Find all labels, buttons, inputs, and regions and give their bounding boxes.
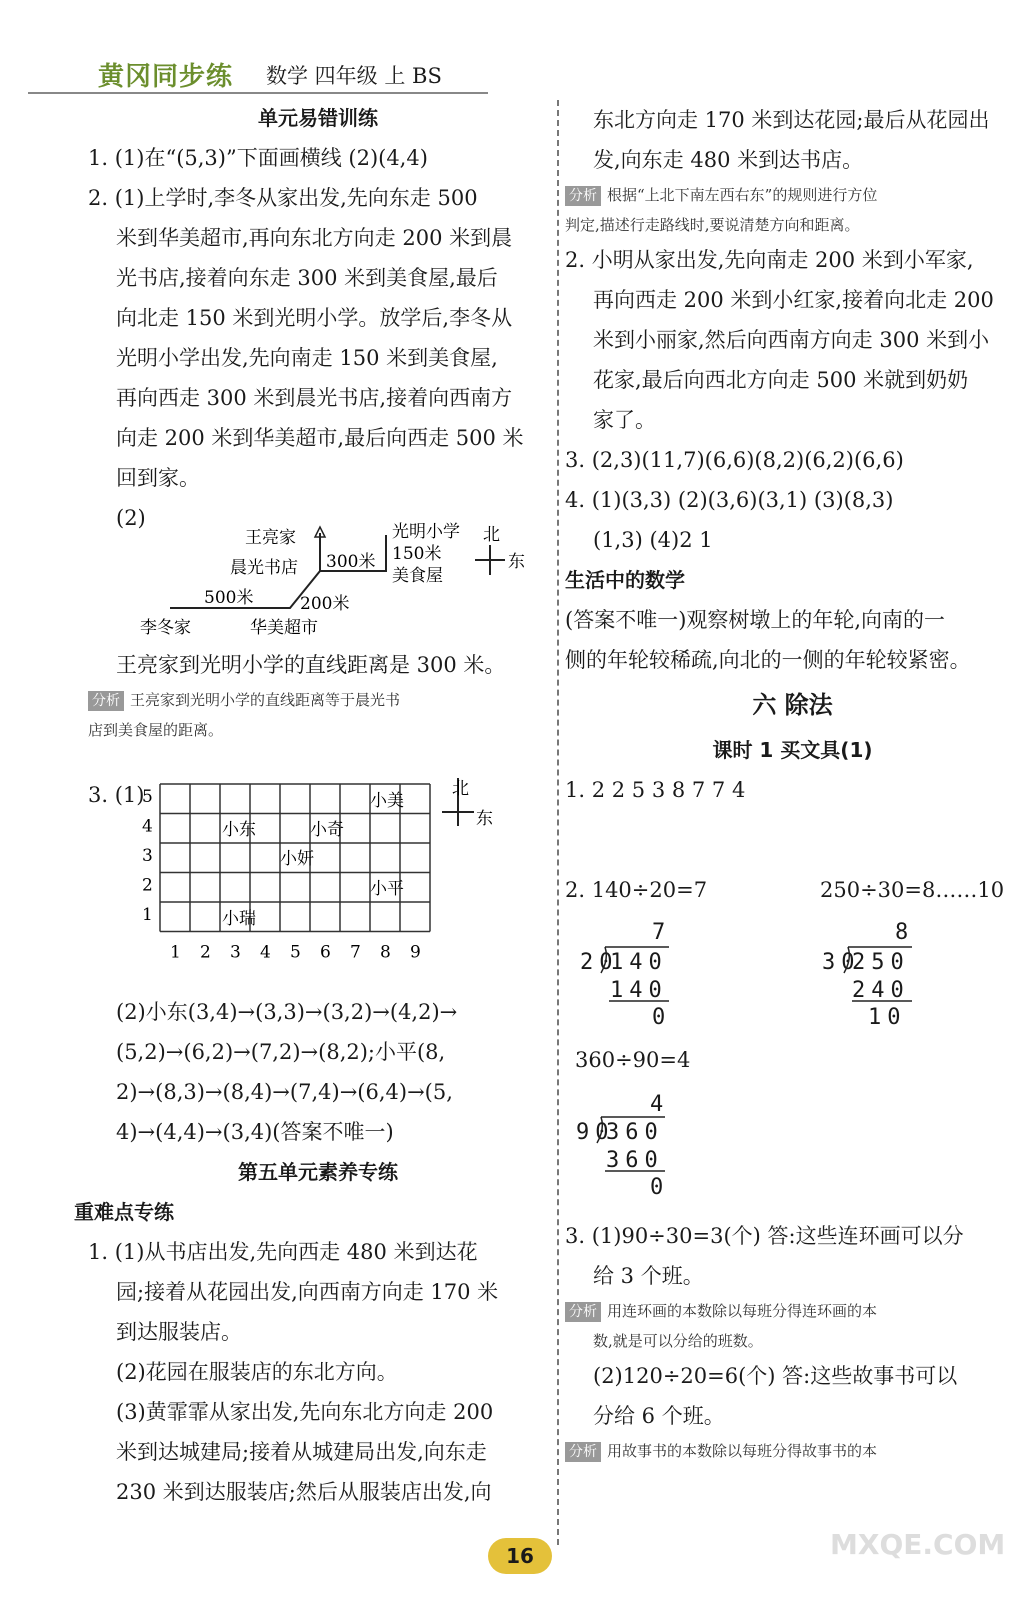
answer-l3b-line: 分给 6 个班。 bbox=[593, 1404, 725, 1428]
answer-r1-line: 东北方向走 170 米到达花园;最后从花园出 bbox=[593, 108, 990, 132]
grid-east-label: 东 bbox=[476, 809, 493, 829]
answer-q2-line: 向北走 150 米到光明小学。放学后,李冬从 bbox=[116, 306, 513, 330]
left-column-2 bbox=[88, 645, 548, 745]
map-label: 500米 bbox=[204, 588, 254, 608]
analysis-tag: 分析 bbox=[565, 1302, 601, 1322]
answer-l1: 1. 2 2 5 3 8 7 7 4 bbox=[565, 778, 746, 802]
analysis-note: 分析 用连环画的本数除以每班分得连环画的本 bbox=[565, 1296, 1020, 1326]
answer-r1-line: 发,向东走 480 米到达书店。 bbox=[593, 148, 864, 172]
lesson-title: 课时 1 买文具(1) bbox=[712, 738, 873, 762]
map-label: 华美超市 bbox=[250, 618, 318, 638]
answer-q2-conclusion: 王亮家到光明小学的直线距离是 300 米。 bbox=[116, 653, 506, 677]
answer-q3-line: 2)→(8,3)→(8,4)→(7,4)→(6,4)→(5, bbox=[116, 1080, 453, 1104]
left-column bbox=[88, 98, 548, 538]
analysis-note-cont: 判定,描述行走路线时,要说清楚方向和距离。 bbox=[565, 216, 860, 234]
answer-q2-line: 米到华美超市,再向东北方向走 200 米到晨 bbox=[116, 226, 513, 250]
grid-x-tick: 2 bbox=[200, 942, 211, 963]
answer-q3-line: (2)小东(3,4)→(3,3)→(3,2)→(4,2)→ bbox=[116, 1000, 458, 1024]
answer-life-line: (答案不唯一)观察树墩上的年轮,向南的一 bbox=[565, 608, 946, 632]
section-title-life-math: 生活中的数学 bbox=[565, 568, 685, 592]
analysis-tag: 分析 bbox=[565, 186, 601, 206]
map-label: 王亮家 bbox=[245, 528, 296, 548]
answer-r2-line: 花家,最后向西北方向走 500 米就到奶奶 bbox=[593, 368, 969, 392]
grid-name: 小平 bbox=[370, 879, 404, 899]
grid-y-tick: 3 bbox=[142, 846, 153, 866]
answer-p1-line: 1. (1)从书店出发,先向西走 480 米到达花 bbox=[88, 1240, 478, 1264]
answer-p1-line: 园;接着从花园出发,向西南方向走 170 米 bbox=[116, 1280, 499, 1304]
map-label: 200米 bbox=[300, 594, 350, 614]
grid-x-tick: 1 bbox=[170, 942, 181, 963]
coordinate-grid bbox=[130, 778, 530, 978]
answer-l3-line: 给 3 个班。 bbox=[593, 1264, 704, 1288]
route-map bbox=[130, 515, 550, 645]
grid-north-label: 北 bbox=[452, 779, 469, 799]
grid-x-tick: 7 bbox=[350, 942, 361, 963]
answer-r2-line: 2. 小明从家出发,先向南走 200 米到小军家, bbox=[565, 248, 974, 272]
grid-name: 小瑞 bbox=[222, 909, 256, 929]
answer-q2-part2: (2) bbox=[116, 506, 146, 530]
answer-r4-line: 4. (1)(3,3) (2)(3,6)(3,1) (3)(8,3) bbox=[565, 488, 894, 512]
analysis-note: 分析 用故事书的本数除以每班分得故事书的本 bbox=[565, 1436, 1020, 1466]
answer-r4-line: (1,3) (4)2 1 bbox=[593, 528, 713, 552]
grid-y-tick: 1 bbox=[142, 905, 153, 925]
map-label: 光明小学 bbox=[392, 522, 460, 542]
answer-p1-line: 到达服装店。 bbox=[116, 1320, 242, 1344]
answer-l3-line: 3. (1)90÷30=3(个) 答:这些连环画可以分 bbox=[565, 1224, 964, 1248]
answer-r2-line: 再向西走 200 米到小红家,接着向北走 200 bbox=[593, 288, 994, 312]
answer-l2a: 2. 140÷20=7 bbox=[565, 878, 708, 902]
answer-p1-line: (3)黄霏霏从家出发,先向东北方向走 200 bbox=[116, 1400, 494, 1424]
answer-q2-line: 光书店,接着向东走 300 米到美食屋,最后 bbox=[116, 266, 498, 290]
answer-p1-line: (2)花园在服装店的东北方向。 bbox=[116, 1360, 398, 1384]
grid-y-tick: 5 bbox=[142, 787, 153, 807]
answer-q2-line: 回到家。 bbox=[116, 466, 200, 490]
q3-label: 3. (1) bbox=[88, 783, 145, 807]
answer-q3-line: 4)→(4,4)→(3,4)(答案不唯一) bbox=[116, 1120, 394, 1144]
answer-q2-line: 再向西走 300 米到晨光书店,接着向西南方 bbox=[116, 386, 513, 410]
analysis-note: 分析 王亮家到光明小学的直线距离等于晨光书 bbox=[88, 685, 548, 715]
answer-q1: 1. (1)在“(5,3)”下面画横线 (2)(4,4) bbox=[88, 146, 428, 170]
watermark-logo: MXQE.COM bbox=[830, 1528, 1006, 1561]
answer-l2c: 360÷90=4 bbox=[575, 1048, 691, 1072]
analysis-note: 分析 根据“上北下南左西右东”的规则进行方位 bbox=[565, 180, 1020, 210]
section-title-unit5: 第五单元素养专练 bbox=[238, 1160, 398, 1184]
analysis-note-cont: 数,就是可以分给的班数。 bbox=[593, 1332, 763, 1350]
grid-name: 小奇 bbox=[310, 820, 344, 840]
page-number: 16 bbox=[488, 1538, 552, 1574]
answer-life-line: 侧的年轮较稀疏,向北的一侧的年轮较紧密。 bbox=[565, 648, 971, 672]
answer-q2-line: 2. (1)上学时,李冬从家出发,先向东走 500 bbox=[88, 186, 478, 210]
answer-q2-line: 光明小学出发,先向南走 150 米到美食屋, bbox=[116, 346, 498, 370]
answer-p1-line: 230 米到达服装店;然后从服装店出发,向 bbox=[116, 1480, 492, 1504]
chapter-title: 六 除法 bbox=[752, 691, 833, 719]
analysis-tag: 分析 bbox=[88, 691, 124, 711]
left-column-3 bbox=[74, 992, 548, 1512]
section-title-unit-errors: 单元易错训练 bbox=[258, 106, 378, 130]
grid-name: 小东 bbox=[222, 820, 256, 840]
map-label: 300米 bbox=[326, 552, 376, 572]
grid-x-tick: 6 bbox=[320, 942, 331, 963]
grid-x-tick: 4 bbox=[260, 942, 271, 963]
answer-q3-line: (5,2)→(6,2)→(7,2)→(8,2);小平(8, bbox=[116, 1040, 446, 1064]
grid-x-tick: 3 bbox=[230, 942, 241, 963]
map-label: 北 bbox=[483, 525, 500, 545]
grid-x-tick: 8 bbox=[380, 942, 391, 963]
right-column-2 bbox=[565, 1216, 1020, 1466]
answer-l2b: 250÷30=8……10 bbox=[820, 878, 1005, 902]
section-title-key-points: 重难点专练 bbox=[74, 1200, 174, 1224]
answer-q2-line: 向走 200 米到华美超市,最后向西走 500 米 bbox=[116, 426, 524, 450]
series-logo: 黄冈同步练 bbox=[98, 62, 234, 92]
answer-r3: 3. (2,3)(11,7)(6,6)(8,2)(6,2)(6,6) bbox=[565, 448, 904, 472]
page-header bbox=[60, 52, 490, 92]
answer-l3b-line: (2)120÷20=6(个) 答:这些故事书可以 bbox=[593, 1364, 958, 1388]
right-column bbox=[565, 100, 1020, 810]
book-subtitle: 数学 四年级 上 BS bbox=[266, 64, 442, 88]
grid-y-tick: 2 bbox=[142, 875, 153, 896]
analysis-note-cont: 店到美食屋的距离。 bbox=[88, 721, 224, 739]
column-divider bbox=[557, 100, 559, 1545]
grid-name: 小妍 bbox=[280, 849, 314, 869]
answer-r2-line: 家了。 bbox=[593, 408, 656, 432]
map-label: 美食屋 bbox=[392, 566, 443, 586]
grid-name: 小美 bbox=[370, 791, 404, 811]
grid-y-tick: 4 bbox=[142, 816, 153, 837]
grid-x-tick: 5 bbox=[290, 942, 301, 963]
answer-r2-line: 米到小丽家,然后向西南方向走 300 米到小 bbox=[593, 328, 990, 352]
map-label: 150米 bbox=[392, 544, 442, 564]
analysis-tag: 分析 bbox=[565, 1442, 601, 1462]
map-label: 李冬家 bbox=[140, 618, 191, 638]
header-rule bbox=[28, 92, 488, 94]
map-label: 东 bbox=[508, 552, 525, 572]
grid-x-tick: 9 bbox=[410, 942, 421, 963]
map-label: 晨光书店 bbox=[230, 558, 298, 578]
answer-p1-line: 米到达城建局;接着从城建局出发,向东走 bbox=[116, 1440, 487, 1464]
